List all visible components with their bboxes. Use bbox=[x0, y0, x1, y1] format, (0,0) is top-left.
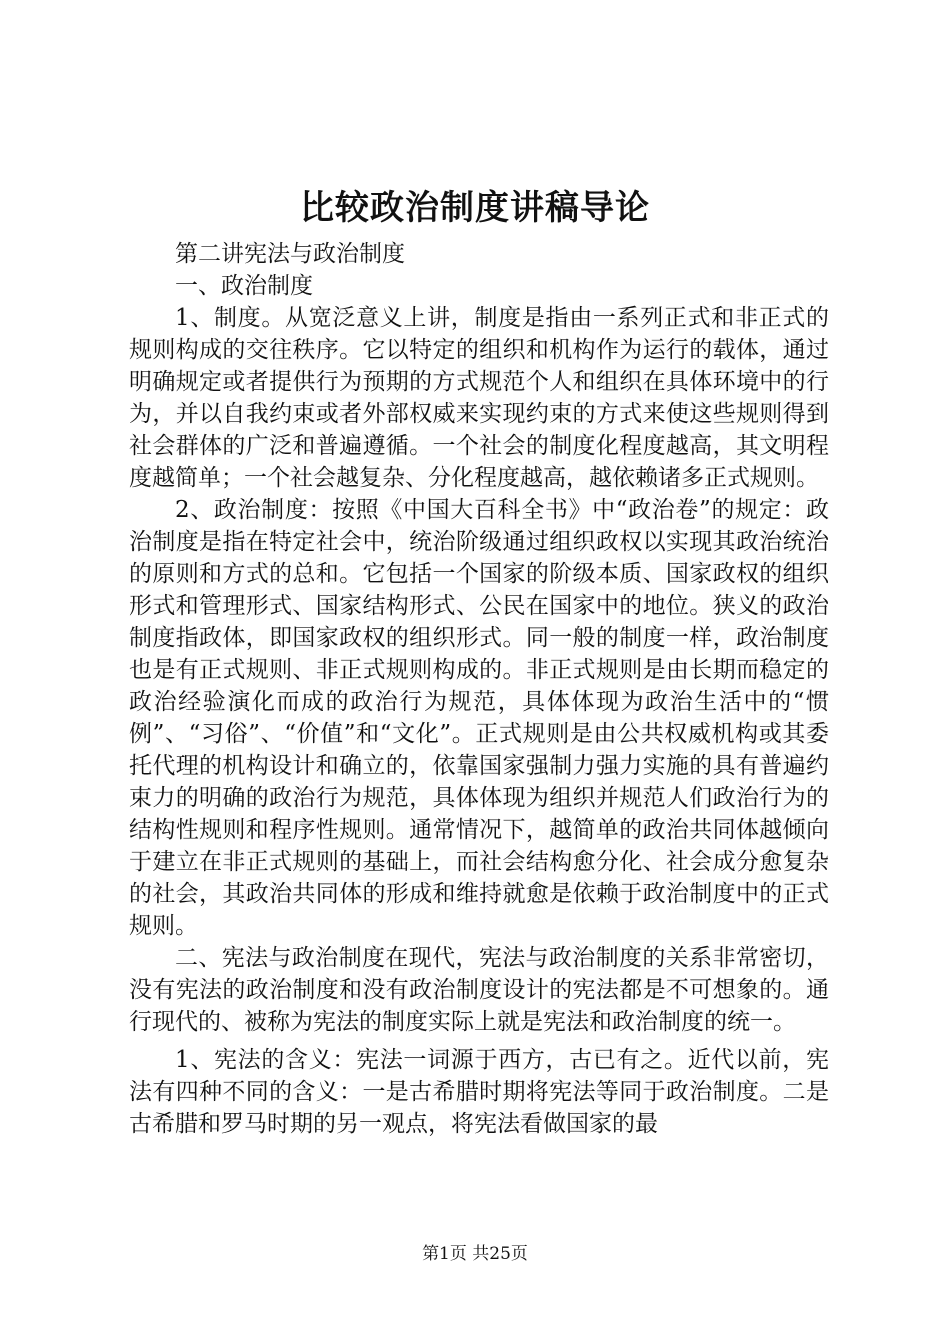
document-title: 比较政治制度讲稿导论 bbox=[300, 188, 650, 228]
paragraph-institution: 1、制度。从宽泛意义上讲，制度是指由一系列正式和非正式的规则构成的交往秩序。它以特定的组织和机构作为运行的载体，通过明确规定或者提供行为预期的方式规范个人和组织在具体环境中的行为，并以自我约束或者外部权威来实现约束的方式来使这些规则得到社会群体的广泛和普遍遵循。一个社会的制度化程度越高，其文明程度越简单；一个社会越复杂、分化程度越高，越依赖诸多正式规则。 bbox=[129, 305, 829, 491]
paragraph-political-system: 2、政治制度：按照《中国大百科全书》中“政治卷”的规定：政治制度是指在特定社会中，统治阶级通过组织政权以实现其政治统治的原则和方式的总和。它包括一个国家的阶级本质、国家政权的组织形式和管理形式、国家结构形式、公民在国家中的地位。狭义的政治制度指政体，即国家政权的组织形式。同一般的制度一样，政治制度也是有正式规则、非正式规则构成的。非正式规则是由长期而稳定的政治经验演化而成的政治行为规范，具体体现为政治生活中的“惯例”、“习俗”、“价值”和“文化”。正式规则是由公共权威机构或其委托代理的机构设计和确立的，依靠国家强制力强力实施的具有普遍约束力的明确的政治行为规范，具体体现为组织并规范人们政治行为的结构性规则和程序性规则。通常情况下，越简单的政治共同体越倾向于建立在非正式规则的基础上，而社会结构愈分化、社会成分愈复杂的社会，其政治共同体的形成和维持就愈是依赖于政治制度中的正式规则。 bbox=[129, 497, 829, 939]
page-number-footer: 第1页 共25页 bbox=[422, 1244, 528, 1264]
section-heading-political-system: 一、政治制度 bbox=[175, 273, 313, 299]
paragraph-constitution-meaning: 1、宪法的含义：宪法一词源于西方，古已有之。近代以前，宪法有四种不同的含义：一是古希腊时期将宪法等同于政治制度。二是古希腊和罗马时期的另一观点，将宪法看做国家的最 bbox=[129, 1047, 829, 1137]
document-body bbox=[129, 238, 829, 1140]
paragraph-constitution-and-system: 二、宪法与政治制度在现代，宪法与政治制度的关系非常密切，没有宪法的政治制度和没有政治制度设计的宪法都是不可想象的。通行现代的、被称为宪法的制度实际上就是宪法和政治制度的统一。 bbox=[129, 945, 829, 1035]
section-heading-lecture: 第二讲宪法与政治制度 bbox=[175, 241, 405, 267]
